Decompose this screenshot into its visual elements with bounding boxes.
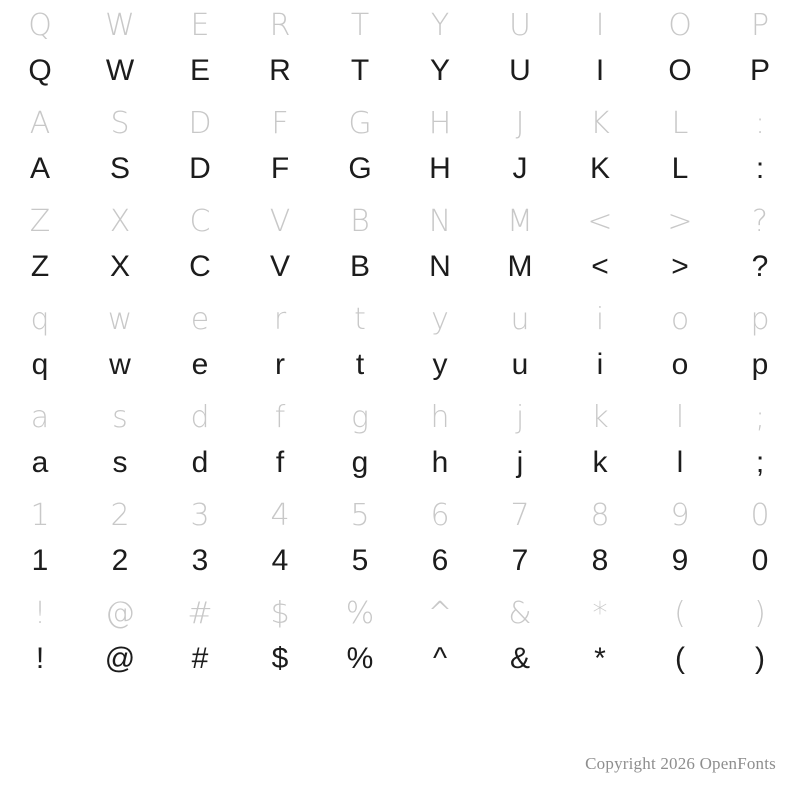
glyph-cell-ghost: e [190,302,210,337]
glyph-cell-ghost: h [430,400,450,435]
character-row-pair [0,396,800,486]
glyph-cell-ghost: T [350,8,370,43]
glyph-cell-ghost: s [112,400,128,435]
glyph-cell-ghost: d [190,400,210,435]
character-row-solid [0,636,800,682]
glyph-cell-ghost: @ [105,596,135,631]
glyph-cell-solid: ! [35,642,45,675]
glyph-cell-solid: ) [755,642,765,675]
glyph-cell-solid: ^ [432,642,448,675]
character-row-solid [0,538,800,584]
glyph-cell-solid: W [105,54,135,87]
glyph-cell-solid: N [429,250,451,283]
glyph-cell-solid: C [189,250,211,283]
glyph-cell-solid: p [751,348,769,381]
glyph-cell-solid: u [511,348,529,381]
glyph-cell-solid: r [275,348,285,381]
glyph-cell-ghost: C [189,204,211,239]
character-row-solid [0,244,800,290]
glyph-cell-solid: i [596,348,604,381]
glyph-cell-solid: 4 [271,544,289,577]
glyph-cell-ghost: q [30,302,50,337]
glyph-cell-ghost: Y [430,8,450,43]
glyph-cell-ghost: S [110,106,130,141]
copyright-notice: Copyright 2026 OpenFonts [585,754,776,773]
glyph-cell-ghost: ^ [427,596,453,631]
glyph-cell-ghost: B [350,204,370,239]
character-row-ghost [0,200,800,244]
glyph-cell-solid: y [432,348,448,381]
glyph-cell-solid: # [191,642,209,675]
glyph-cell-ghost: ( [674,596,686,631]
glyph-cell-solid: E [189,54,210,87]
glyph-cell-ghost: g [350,400,369,435]
glyph-cell-ghost: ; [754,400,766,435]
glyph-cell-solid: G [348,152,372,185]
glyph-cell-solid: 8 [591,544,609,577]
glyph-cell-solid: & [509,642,530,675]
glyph-cell-ghost: M [507,204,533,239]
character-row-pair [0,494,800,584]
glyph-cell-ghost: A [29,106,51,141]
glyph-cell-ghost: r [273,302,287,337]
glyph-cell-solid: U [509,54,531,87]
glyph-cell-solid: < [591,250,609,283]
character-row-pair [0,200,800,290]
glyph-cell-ghost: # [187,596,213,631]
glyph-cell-solid: 7 [511,544,529,577]
glyph-cell-solid: ( [675,642,685,675]
character-row-solid [0,342,800,388]
glyph-cell-solid: M [507,250,533,283]
glyph-cell-solid: f [275,446,285,479]
glyph-cell-solid: 0 [751,544,769,577]
glyph-cell-solid: P [749,54,770,87]
glyph-cell-ghost: 6 [430,498,450,533]
glyph-cell-solid: V [269,250,290,283]
glyph-cell-solid: O [668,54,692,87]
character-row-pair [0,4,800,94]
glyph-cell-ghost: X [109,204,131,239]
character-row-pair [0,298,800,388]
glyph-cell-ghost: Z [29,204,51,239]
glyph-cell-solid: o [671,348,689,381]
glyph-cell-solid: : [755,152,765,185]
glyph-cell-ghost: w [107,302,133,337]
character-row-ghost [0,592,800,636]
glyph-cell-ghost: & [508,596,532,631]
glyph-cell-solid: % [346,642,374,675]
glyph-cell-ghost: $ [270,596,290,631]
glyph-cell-ghost: N [428,204,452,239]
glyph-cell-ghost: * [592,596,608,631]
glyph-cell-ghost: l [675,400,685,435]
character-row-ghost [0,396,800,440]
glyph-cell-ghost: > [667,204,693,239]
glyph-cell-solid: 1 [31,544,49,577]
glyph-cell-ghost: o [670,302,690,337]
glyph-cell-ghost: P [750,8,770,43]
glyph-cell-ghost: O [668,8,692,43]
glyph-cell-solid: e [191,348,209,381]
character-row-pair [0,102,800,192]
character-row-solid [0,440,800,486]
glyph-cell-solid: g [351,446,369,479]
glyph-cell-solid: S [109,152,130,185]
glyph-cell-solid: Q [28,54,52,87]
glyph-cell-ghost: U [509,8,531,43]
glyph-cell-solid: 5 [351,544,369,577]
glyph-cell-ghost: 1 [30,498,50,533]
character-row-pair [0,592,800,682]
glyph-cell-ghost: k [591,400,609,435]
glyph-cell-ghost: ) [754,596,766,631]
glyph-cell-solid: R [269,54,291,87]
glyph-cell-solid: K [589,152,610,185]
glyph-cell-solid: ? [751,250,769,283]
glyph-cell-ghost: j [515,400,525,435]
glyph-cell-solid: L [671,152,689,185]
glyph-cell-solid: s [112,446,128,479]
glyph-cell-solid: X [109,250,130,283]
glyph-cell-solid: B [349,250,370,283]
glyph-cell-solid: $ [271,642,289,675]
glyph-cell-ghost: 3 [190,498,210,533]
glyph-cell-ghost: i [595,302,605,337]
glyph-cell-solid: I [595,54,605,87]
glyph-cell-ghost: F [271,106,289,141]
glyph-cell-solid: k [592,446,608,479]
glyph-cell-solid: ; [755,446,765,479]
glyph-cell-solid: F [270,152,290,185]
glyph-cell-ghost: 5 [350,498,370,533]
glyph-cell-ghost: 2 [110,498,130,533]
glyph-cell-ghost: t [354,302,366,337]
glyph-cell-solid: h [431,446,449,479]
character-row-ghost [0,102,800,146]
glyph-cell-solid: 6 [431,544,449,577]
glyph-cell-ghost: % [345,596,375,631]
glyph-cell-ghost: f [274,400,286,435]
glyph-cell-solid: T [350,54,370,87]
glyph-cell-ghost: 7 [510,498,530,533]
glyph-cell-ghost: H [428,106,452,141]
glyph-cell-ghost: D [188,106,212,141]
glyph-cell-solid: Y [429,54,450,87]
glyph-cell-ghost: K [590,106,610,141]
glyph-cell-ghost: y [431,302,449,337]
glyph-cell-ghost: L [671,106,689,141]
glyph-cell-ghost: V [269,204,291,239]
glyph-cell-ghost: u [510,302,530,337]
glyph-cell-ghost: 8 [590,498,610,533]
glyph-cell-solid: A [29,152,50,185]
glyph-cell-ghost: : [754,106,766,141]
glyph-cell-solid: d [191,446,209,479]
glyph-cell-ghost: 0 [750,498,770,533]
glyph-cell-ghost: ! [33,596,47,631]
glyph-cell-ghost: p [750,302,770,337]
glyph-cell-ghost: I [595,8,605,43]
character-row-ghost [0,298,800,342]
character-row-ghost [0,494,800,538]
glyph-cell-solid: 9 [671,544,689,577]
glyph-cell-ghost: ? [752,204,768,239]
glyph-cell-ghost: G [348,106,372,141]
glyph-cell-ghost: E [190,8,210,43]
glyph-cell-solid: l [676,446,684,479]
glyph-cell-solid: a [31,446,49,479]
glyph-cell-solid: H [429,152,451,185]
character-row-solid [0,48,800,94]
glyph-cell-solid: q [31,348,49,381]
glyph-cell-ghost: R [269,8,291,43]
glyph-cell-solid: j [516,446,524,479]
glyph-cell-solid: * [594,642,606,675]
glyph-cell-ghost: 4 [270,498,290,533]
character-row-ghost [0,4,800,48]
glyph-cell-solid: D [189,152,211,185]
glyph-cell-solid: 2 [111,544,129,577]
glyph-cell-ghost: W [105,8,135,43]
glyph-cell-solid: > [671,250,689,283]
glyph-cell-solid: 3 [191,544,209,577]
glyph-cell-solid: J [512,152,528,185]
character-row-solid [0,146,800,192]
glyph-cell-solid: @ [104,642,136,675]
glyph-cell-solid: t [355,348,365,381]
glyph-cell-ghost: J [515,106,525,141]
glyph-cell-ghost: a [30,400,50,435]
glyph-cell-ghost: 9 [670,498,690,533]
glyph-cell-solid: Z [30,250,50,283]
glyph-cell-ghost: Q [28,8,52,43]
glyph-cell-solid: w [109,348,131,381]
glyph-cell-ghost: < [587,204,613,239]
